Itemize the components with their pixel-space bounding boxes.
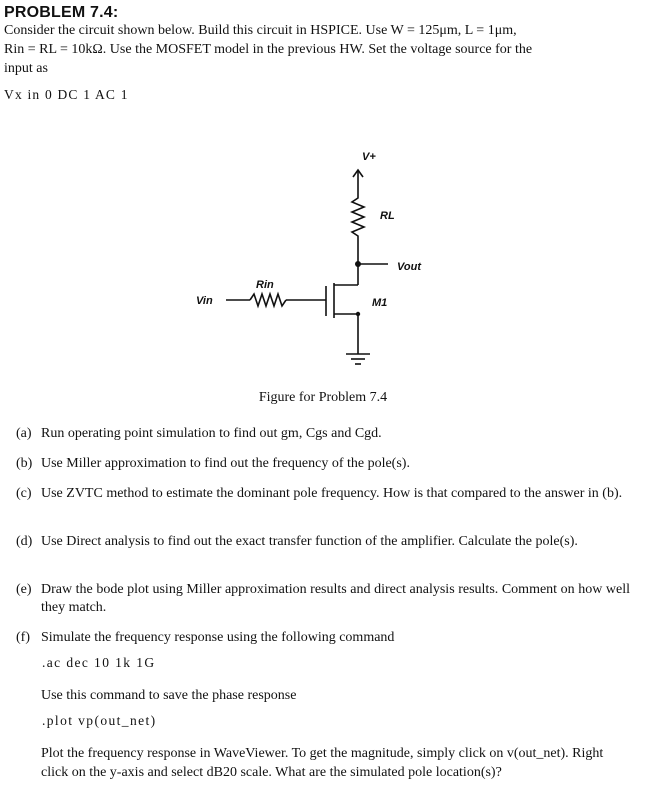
rin-resistor	[250, 294, 286, 306]
figure-caption: Figure for Problem 7.4	[258, 390, 388, 405]
question-f-label: (f)	[16, 630, 30, 645]
question-a-text: Run operating point simulation to find out gm, Cgs and Cgd.	[41, 426, 382, 441]
question-b-text: Use Miller approximation to find out the frequency of the pole(s).	[41, 456, 410, 471]
intro-line-3: input as	[4, 61, 48, 76]
question-f-text: Simulate the frequency response using the following command	[41, 630, 395, 645]
question-b-label: (b)	[16, 456, 33, 471]
question-e-label: (e)	[16, 582, 32, 597]
final-instructions: Plot the frequency response in WaveViewer. To get the magnitude, simply click on v(out_net). Right click on the y-axis and select dB20 scale. What are the simulated pole location(s)?	[41, 746, 604, 780]
circuit-diagram	[180, 140, 460, 380]
question-a	[16, 425, 630, 443]
source-command: Vx in 0 DC 1 AC 1	[4, 87, 129, 102]
question-d	[16, 533, 630, 551]
source-node	[356, 312, 360, 316]
m1-label: M1	[372, 297, 388, 309]
question-d-label: (d)	[16, 534, 33, 549]
rl-resistor	[352, 192, 364, 264]
question-c	[16, 485, 630, 503]
ac-command: .ac dec 10 1k 1G	[42, 655, 156, 670]
question-c-text: Use ZVTC method to estimate the dominant pole frequency. How is that compared to the answer in (b).	[41, 486, 623, 501]
question-f	[16, 629, 630, 647]
question-d-text: Use Direct analysis to find out the exact transfer function of the amplifier. Calculate the pole(s).	[41, 534, 578, 549]
question-c-label: (c)	[16, 486, 32, 501]
rl-label: RL	[380, 210, 395, 222]
vout-label: Vout	[397, 261, 422, 273]
problem-title: PROBLEM 7.4:	[4, 4, 119, 21]
save-phase-text: Use this command to save the phase response	[41, 688, 297, 703]
question-b	[16, 455, 630, 473]
question-e-text: Draw the bode plot using Miller approximation results and direct analysis results. Comment on how well they match.	[41, 582, 630, 615]
question-e	[16, 581, 630, 617]
rin-label: Rin	[256, 279, 274, 291]
question-a-label: (a)	[16, 426, 32, 441]
plot-command: .plot vp(out_net)	[42, 713, 157, 728]
vout-node	[355, 261, 361, 267]
intro-line-1: Consider the circuit shown below. Build this circuit in HSPICE. Use W = 125μm, L = 1μm,	[4, 23, 517, 38]
intro-line-2: Rin = RL = 10kΩ. Use the MOSFET model in the previous HW. Set the voltage source for the	[4, 42, 533, 57]
vplus-label: V+	[362, 151, 376, 163]
vin-label: Vin	[196, 295, 213, 307]
